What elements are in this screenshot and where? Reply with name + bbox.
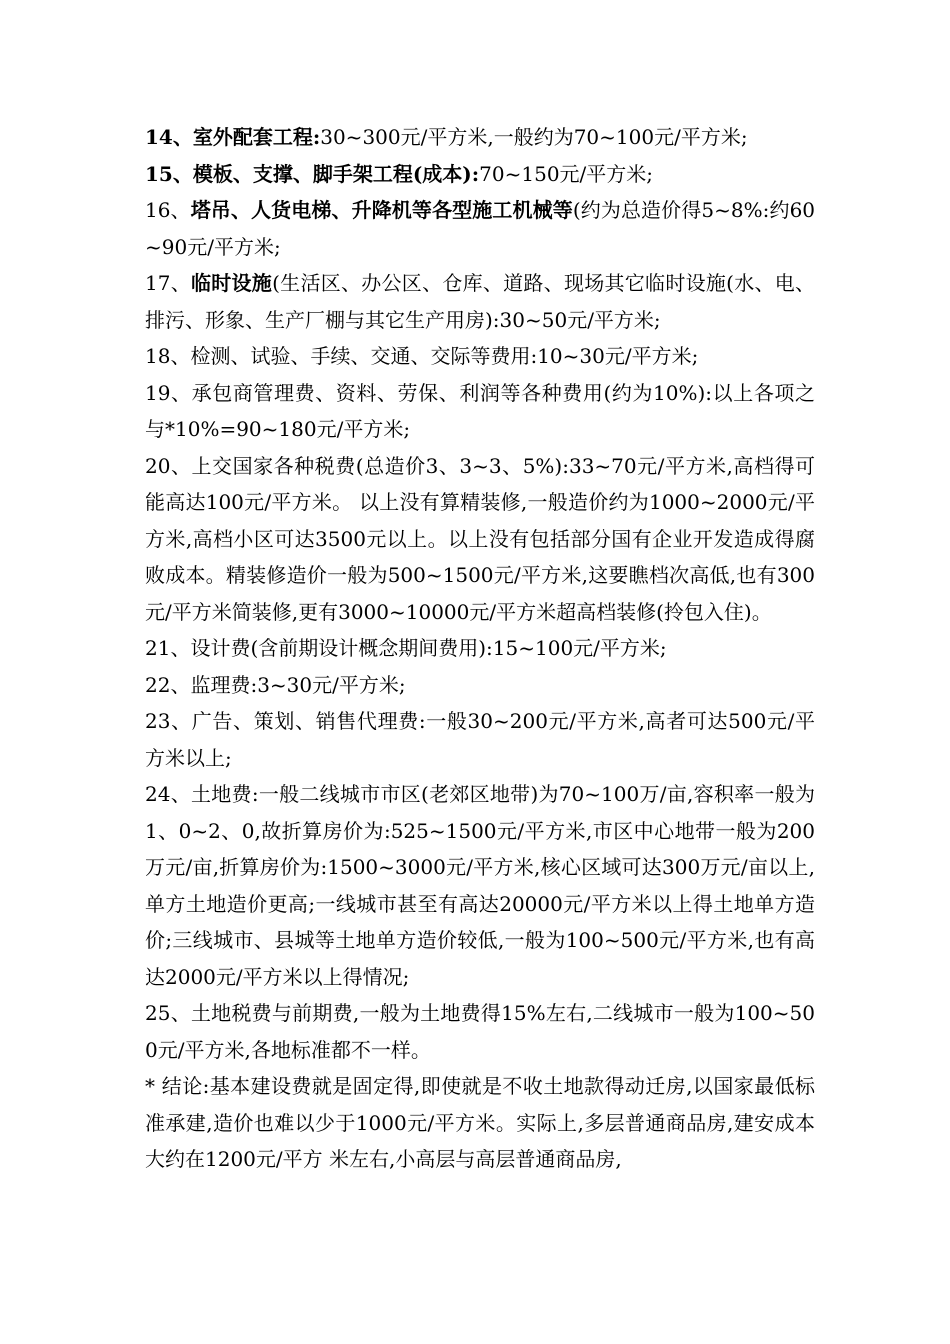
item-number: 24、	[145, 782, 191, 806]
item-title: 塔吊、人货电梯、升降机等各型施工机械等	[190, 198, 573, 222]
item-number: 17、	[145, 271, 191, 295]
list-item	[145, 448, 815, 631]
item-number: 25、	[145, 1001, 191, 1025]
list-item	[145, 776, 815, 995]
item-body: 土地税费与前期费,一般为土地费得15%左右,二线城市一般为100~500元/平方米,各地标准都不一样。	[145, 1001, 815, 1062]
item-number: 20、	[145, 453, 192, 478]
item-body: * 结论:基本建设费就是固定得,即使就是不收土地款得动迁房,以国家最低标准承建,造价也难以少于1000元/平方米。实际上,多层普通商品房,建安成本大约在1200元/平方 米左右,小高层与高层普通商品房,	[145, 1074, 815, 1171]
item-body: 检测、试验、手续、交通、交际等费用:10~30元/平方米;	[190, 344, 699, 368]
item-body: (生活区、办公区、仓库、道路、现场其它临时设施(水、电、排污、形象、生产厂棚与其它生产用房):30~50元/平方米;	[145, 271, 816, 332]
item-number: 21、	[145, 636, 191, 660]
item-body: 30~300元/平方米,一般约为70~100元/平方米;	[320, 125, 748, 149]
item-body: 监理费:3~30元/平方米;	[190, 672, 406, 697]
item-number: 19、	[145, 380, 192, 405]
item-number: 16、	[145, 198, 191, 222]
item-body: 广告、策划、销售代理费:一般30~200元/平方米,高者可达500元/平方米以上;	[145, 709, 815, 770]
list-item	[145, 995, 815, 1068]
item-title: 模板、支撑、脚手架工程(成本):	[192, 161, 480, 186]
list-item	[145, 630, 815, 667]
list-item	[145, 119, 815, 156]
item-title: 临时设施	[191, 271, 273, 295]
item-body: (约为总造价得5~8%:约60~90元/平方米;	[145, 198, 816, 259]
item-body: 上交国家各种税费(总造价3、3~3、5%):33~70元/平方米,高档得可能高达100元/平方米。 以上没有算精装修,一般造价约为1000~2000元/平方米,高档小区可达3500元以上。以上没有包括部分国有企业开发造成得腐败成本。精装修造价一般为500~1500元/平方米,这要瞧档次高低,也有300元/平方米简装修,更有3000~10000元/平方米超高档装修(拎包入住)。	[145, 453, 815, 624]
list-item	[145, 192, 815, 265]
list-item	[145, 338, 815, 375]
list-item	[145, 667, 815, 704]
document-page	[145, 119, 815, 1178]
item-number: 15、	[145, 161, 193, 186]
item-title: 室外配套工程:	[192, 125, 321, 149]
item-number: 22、	[145, 672, 191, 697]
item-body: 土地费:一般二线城市市区(老郊区地带)为70~100万/亩,容积率一般为1、0~2、0,故折算房价为:525~1500元/平方米,市区中心地带一般为200万元/亩,折算房价为:1500~3000元/平方米,核心区域可达300万元/亩以上,单方土地造价更高;一线城市甚至有高达20000元/平方米以上得土地单方造价;三线城市、县城等土地单方造价较低,一般为100~500元/平方米,也有高达2000元/平方米以上得情况;	[145, 782, 815, 989]
item-body: 设计费(含前期设计概念期间费用):15~100元/平方米;	[190, 636, 667, 660]
list-item	[145, 265, 815, 338]
list-item	[145, 156, 815, 193]
item-body: 70~150元/平方米;	[479, 161, 654, 186]
list-item	[145, 703, 815, 776]
item-number: 23、	[145, 709, 192, 733]
item-number: 18、	[145, 344, 191, 368]
conclusion-paragraph	[145, 1068, 815, 1178]
item-body: 承包商管理费、资料、劳保、利润等各种费用(约为10%):以上各项之与*10%=90~180元/平方米;	[145, 380, 816, 441]
list-item	[145, 375, 815, 448]
item-number: 14、	[145, 125, 193, 149]
